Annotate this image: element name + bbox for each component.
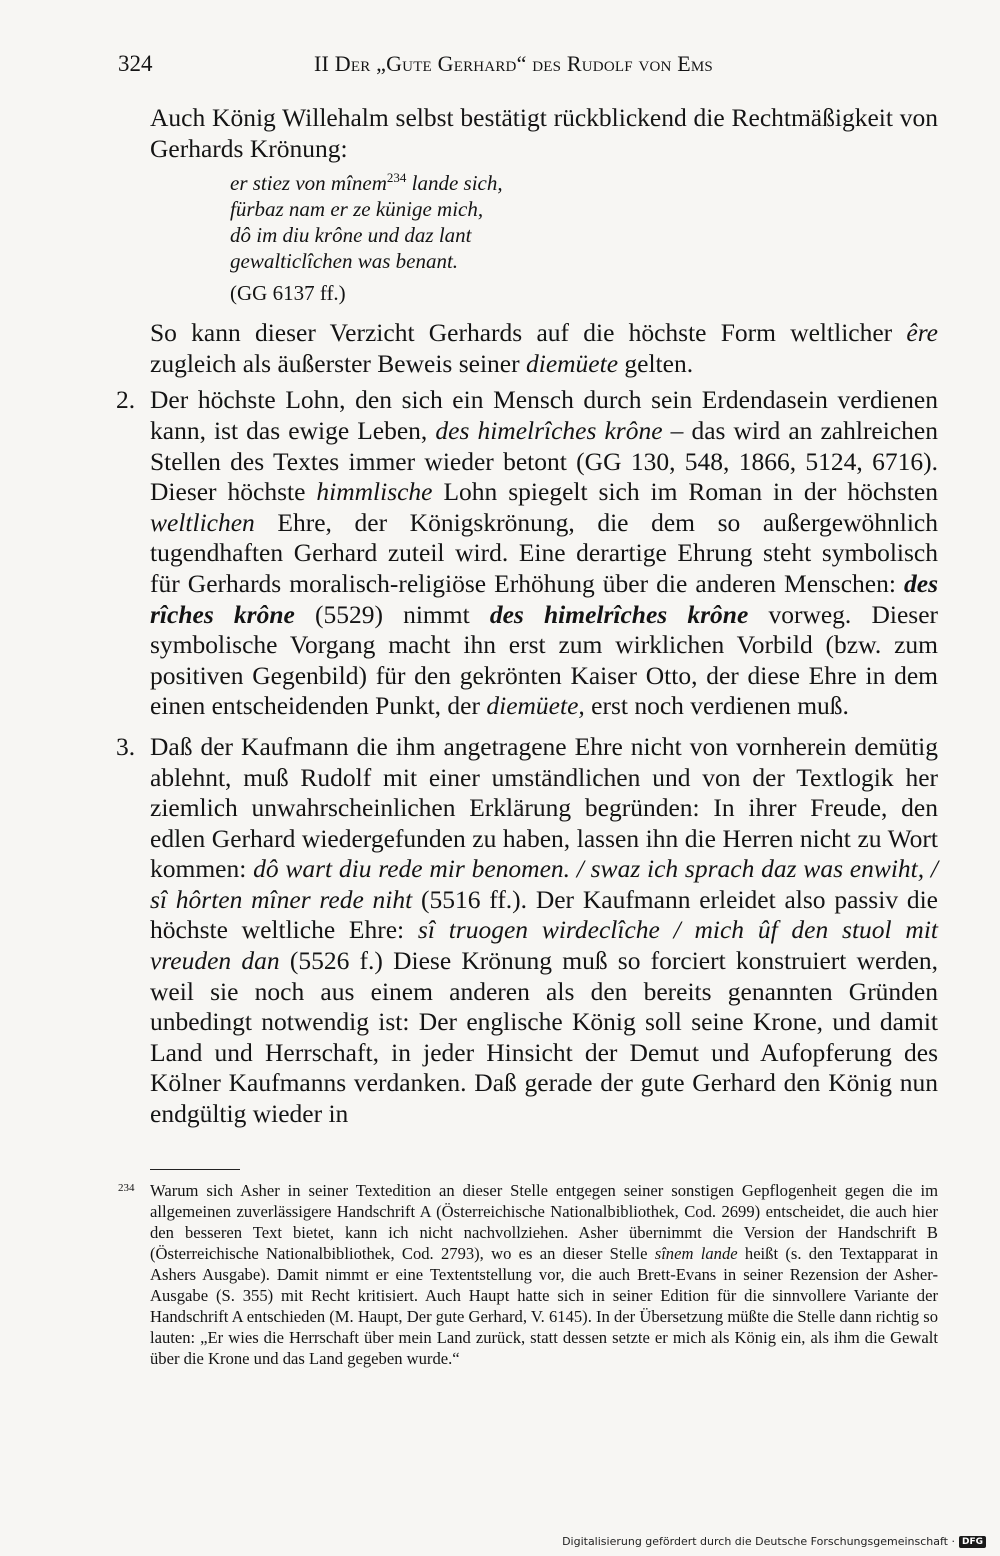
text-run: (5526 f.) Diese Krönung muß so forciert konstruiert werden, weil sie noch aus einem anderen als den bereits genannten Gründen unbedingt notwendig ist: Der englische König soll seine Krone, und damit Land und Herrschaft, in jeder Hinsicht der Demut und Aufopferung des Kölner Kaufmanns verdanken. Daß gerade der gute Gerhard den König nun endgültig wieder in — [150, 946, 938, 1129]
footnote-divider — [150, 1169, 240, 1170]
text-run: Ehre, der Königskrönung, die dem so außergewöhnlich tugendhaften Gerhard zuteil wird. Eine derartige Ehrung steht symbolisch für Gerhards moralisch-religiöse Erhöhung über die anderen Menschen: — [150, 507, 938, 598]
item-number: 3. — [116, 731, 136, 761]
verse-line-4: gewalticlîchen was benant. — [230, 249, 459, 274]
verse-line-1-end: lande sich, — [406, 171, 503, 196]
text-run: Daß der Kaufmann die ihm angetragene Ehre nicht von vornherein demütig ablehnt, muß Rudolf mit einer umständlichen und von der Textlogik her ziemlich unwahrscheinlichen Erklärung begründen: In ihrer Freude, den edlen Gerhard wiedergefunden zu haben, lassen ihn die Herren nicht zu Wort kommen: — [150, 731, 938, 884]
footnote-234 — [118, 1180, 938, 1369]
digitization-credit — [562, 1535, 986, 1548]
text-run: erst noch verdienen muß. — [584, 691, 849, 721]
verse-line-1 — [230, 170, 938, 196]
text-run: zugleich als äußerster Beweis seiner — [150, 348, 526, 378]
after-quote-paragraph — [150, 318, 938, 379]
quote-reference: (GG 6137 ff.) — [230, 281, 346, 306]
italic-term: êre — [906, 318, 938, 348]
list-item-3 — [116, 731, 939, 1130]
text-run: heißt (s. den Textapparat in Ashers Ausgabe). Damit nimmt er eine Textentstellung vor, die auch Brett-Evans in seiner Rezension der Asher-Ausgabe (S. 355) mit Recht kritisiert. Auch Haupt hatte sich in seiner Edition für die sinnvollere Variante der Handschrift A entschieden (M. Haupt, Der gute Gerhard, V. 6145). In der Übersetzung müßte die Stelle dann richtig so lauten: „Er wies die Herrschaft über mein Land zurück, statt dessen setzte er mich als König ein, als ihm die Gewalt über die Krone und das Land gegeben wurde.“ — [150, 1244, 938, 1368]
italic-term: himmlische — [316, 477, 433, 507]
italic-quote: dô wart diu rede mir benomen. / swaz ich sprach daz was enwiht, / sî hôrten mîner rede niht — [150, 854, 938, 914]
text-run: Der höchste Lohn, den sich ein Mensch durch sein Erdendasein verdienen kann, ist das ewige Leben, — [150, 385, 938, 445]
main-text — [116, 103, 939, 1140]
text-run: (5529) nimmt — [294, 599, 490, 629]
verse-line-2: fürbaz nam er ze künige mich, — [230, 197, 484, 222]
italic-quote: sî truogen wirdeclîche / mich ûf den stuol mit vreuden dan — [150, 915, 938, 976]
text-run: (5516 ff.). Der Kaufmann erleidet also passiv die höchste weltliche Ehre: — [150, 884, 939, 945]
footnote-mark: 234 — [118, 1182, 135, 1194]
verse-quote — [230, 170, 938, 274]
italic-term: weltlichen — [150, 507, 255, 537]
text-run: vorweg. Dieser symbolische Vorgang macht ihn erst zum wirklichen Vorbild (bzw. zum positiven Gegenbild) für den gekrönten Kaiser Otto, der diese Ehre in dem einen entscheidenden Punkt, der — [150, 599, 939, 721]
bold-italic-term: des himelrîches krône — [489, 599, 749, 629]
numbered-list — [116, 385, 939, 1129]
italic-term: diemüete — [525, 348, 619, 378]
italic-term: diemüete, — [486, 691, 585, 721]
intro-paragraph: Auch König Willehalm selbst bestätigt rückblickend die Rechtmäßigkeit von Gerhards Krönung: — [150, 103, 938, 163]
running-title: II Der „Gute Gerhard“ des Rudolf von Ems — [314, 51, 713, 76]
italic-term: des himelrîches krône — [435, 415, 663, 445]
credit-text: Digitalisierung gefördert durch die Deutsche Forschungsgemeinschaft · — [562, 1535, 955, 1548]
verse-line-1-start: er stiez von mînem — [230, 171, 387, 196]
text-run: Lohn spiegelt sich im Roman in der höchsten — [432, 477, 938, 507]
text-run: gelten. — [618, 348, 694, 378]
text-run: So kann dieser Verzicht Gerhards auf die höchste Form weltlicher — [150, 318, 907, 348]
list-item-2 — [116, 385, 939, 722]
text-run: – das wird an zahlreichen Stellen des Textes immer wieder betont (GG 130, 548, 1866, 5124, 6716). Dieser höchste — [150, 415, 938, 507]
bold-italic-term: des rîches krône — [150, 568, 938, 629]
italic-term: sînem lande — [654, 1244, 738, 1263]
page-number: 324 — [118, 51, 153, 76]
verse-line-3: dô im diu krône und daz lant — [230, 223, 472, 248]
footnote-text — [150, 1180, 938, 1369]
item-number: 2. — [116, 385, 136, 415]
dfg-logo-icon: DFG — [959, 1536, 986, 1548]
text-run: Warum sich Asher in seiner Textedition an dieser Stelle entgegen seiner sonstigen Gepflogenheit gegen die im allgemeinen zuverlässigere Handschrift A (Österreichische Nationalbibliothek, Cod. 2699) entscheidet, die auch hier den besseren Text bietet, kann ich nicht nachvollziehen. Asher übernimmt die Version der Handschrift B (Österreichische Nationalbibliothek, Cod. 2793), wo es an dieser Stelle — [150, 1181, 938, 1263]
footnote-reference[interactable]: 234 — [386, 170, 407, 186]
